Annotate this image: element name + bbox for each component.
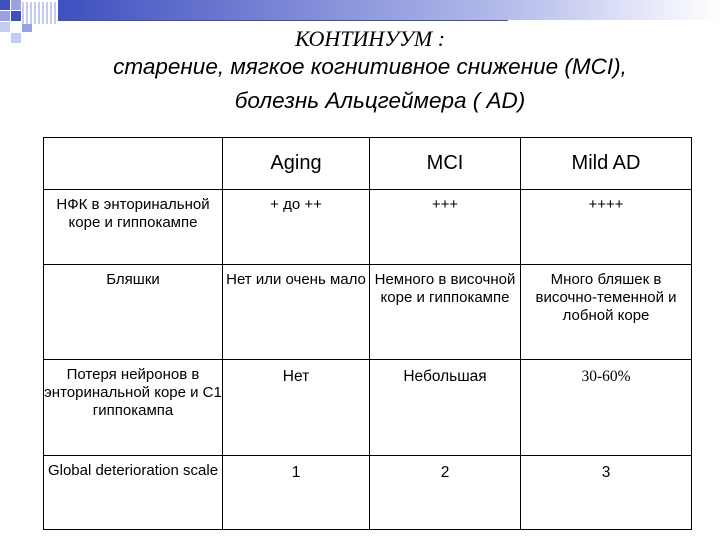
cell: 2 [370, 456, 521, 530]
header-mci: MCI [370, 138, 521, 190]
row-label: Потеря нейронов в энторинальной коре и С1 гиппокампа [44, 360, 223, 456]
table-header-row [44, 138, 692, 190]
table-row [44, 265, 692, 360]
table-row [44, 190, 692, 265]
comparison-table [43, 137, 692, 530]
cell: 3 [521, 456, 692, 530]
cell: ++++ [521, 190, 692, 265]
cell: 30-60% [521, 360, 692, 456]
cell: Немного в височной коре и гиппокампе [370, 265, 521, 360]
slide-subtitle-line2: болезнь Альцгеймера ( AD) [234, 88, 526, 113]
cell: 1 [223, 456, 370, 530]
row-label: Бляшки [44, 265, 223, 360]
header-mild-ad: Mild AD [521, 138, 692, 190]
cell: + до ++ [223, 190, 370, 265]
cell: Нет [223, 360, 370, 456]
header-rule [58, 20, 508, 21]
cell: Небольшая [370, 360, 521, 456]
cell: Много бляшек в височно-теменной и лобной коре [521, 265, 692, 360]
cell: +++ [370, 190, 521, 265]
header-aging: Aging [223, 138, 370, 190]
table-row [44, 360, 692, 456]
table-row [44, 456, 692, 530]
header-empty [44, 138, 223, 190]
row-label: Global deterioration scale [44, 456, 223, 530]
header-bar [58, 0, 720, 20]
slide-title: КОНТИНУУМ : [294, 26, 446, 51]
slide-subtitle-line1: старение, мягкое когнитивное снижение (MCI), [113, 54, 627, 79]
cell: Нет или очень мало [223, 265, 370, 360]
row-label: НФК в энторинальной коре и гиппокампе [44, 190, 223, 265]
